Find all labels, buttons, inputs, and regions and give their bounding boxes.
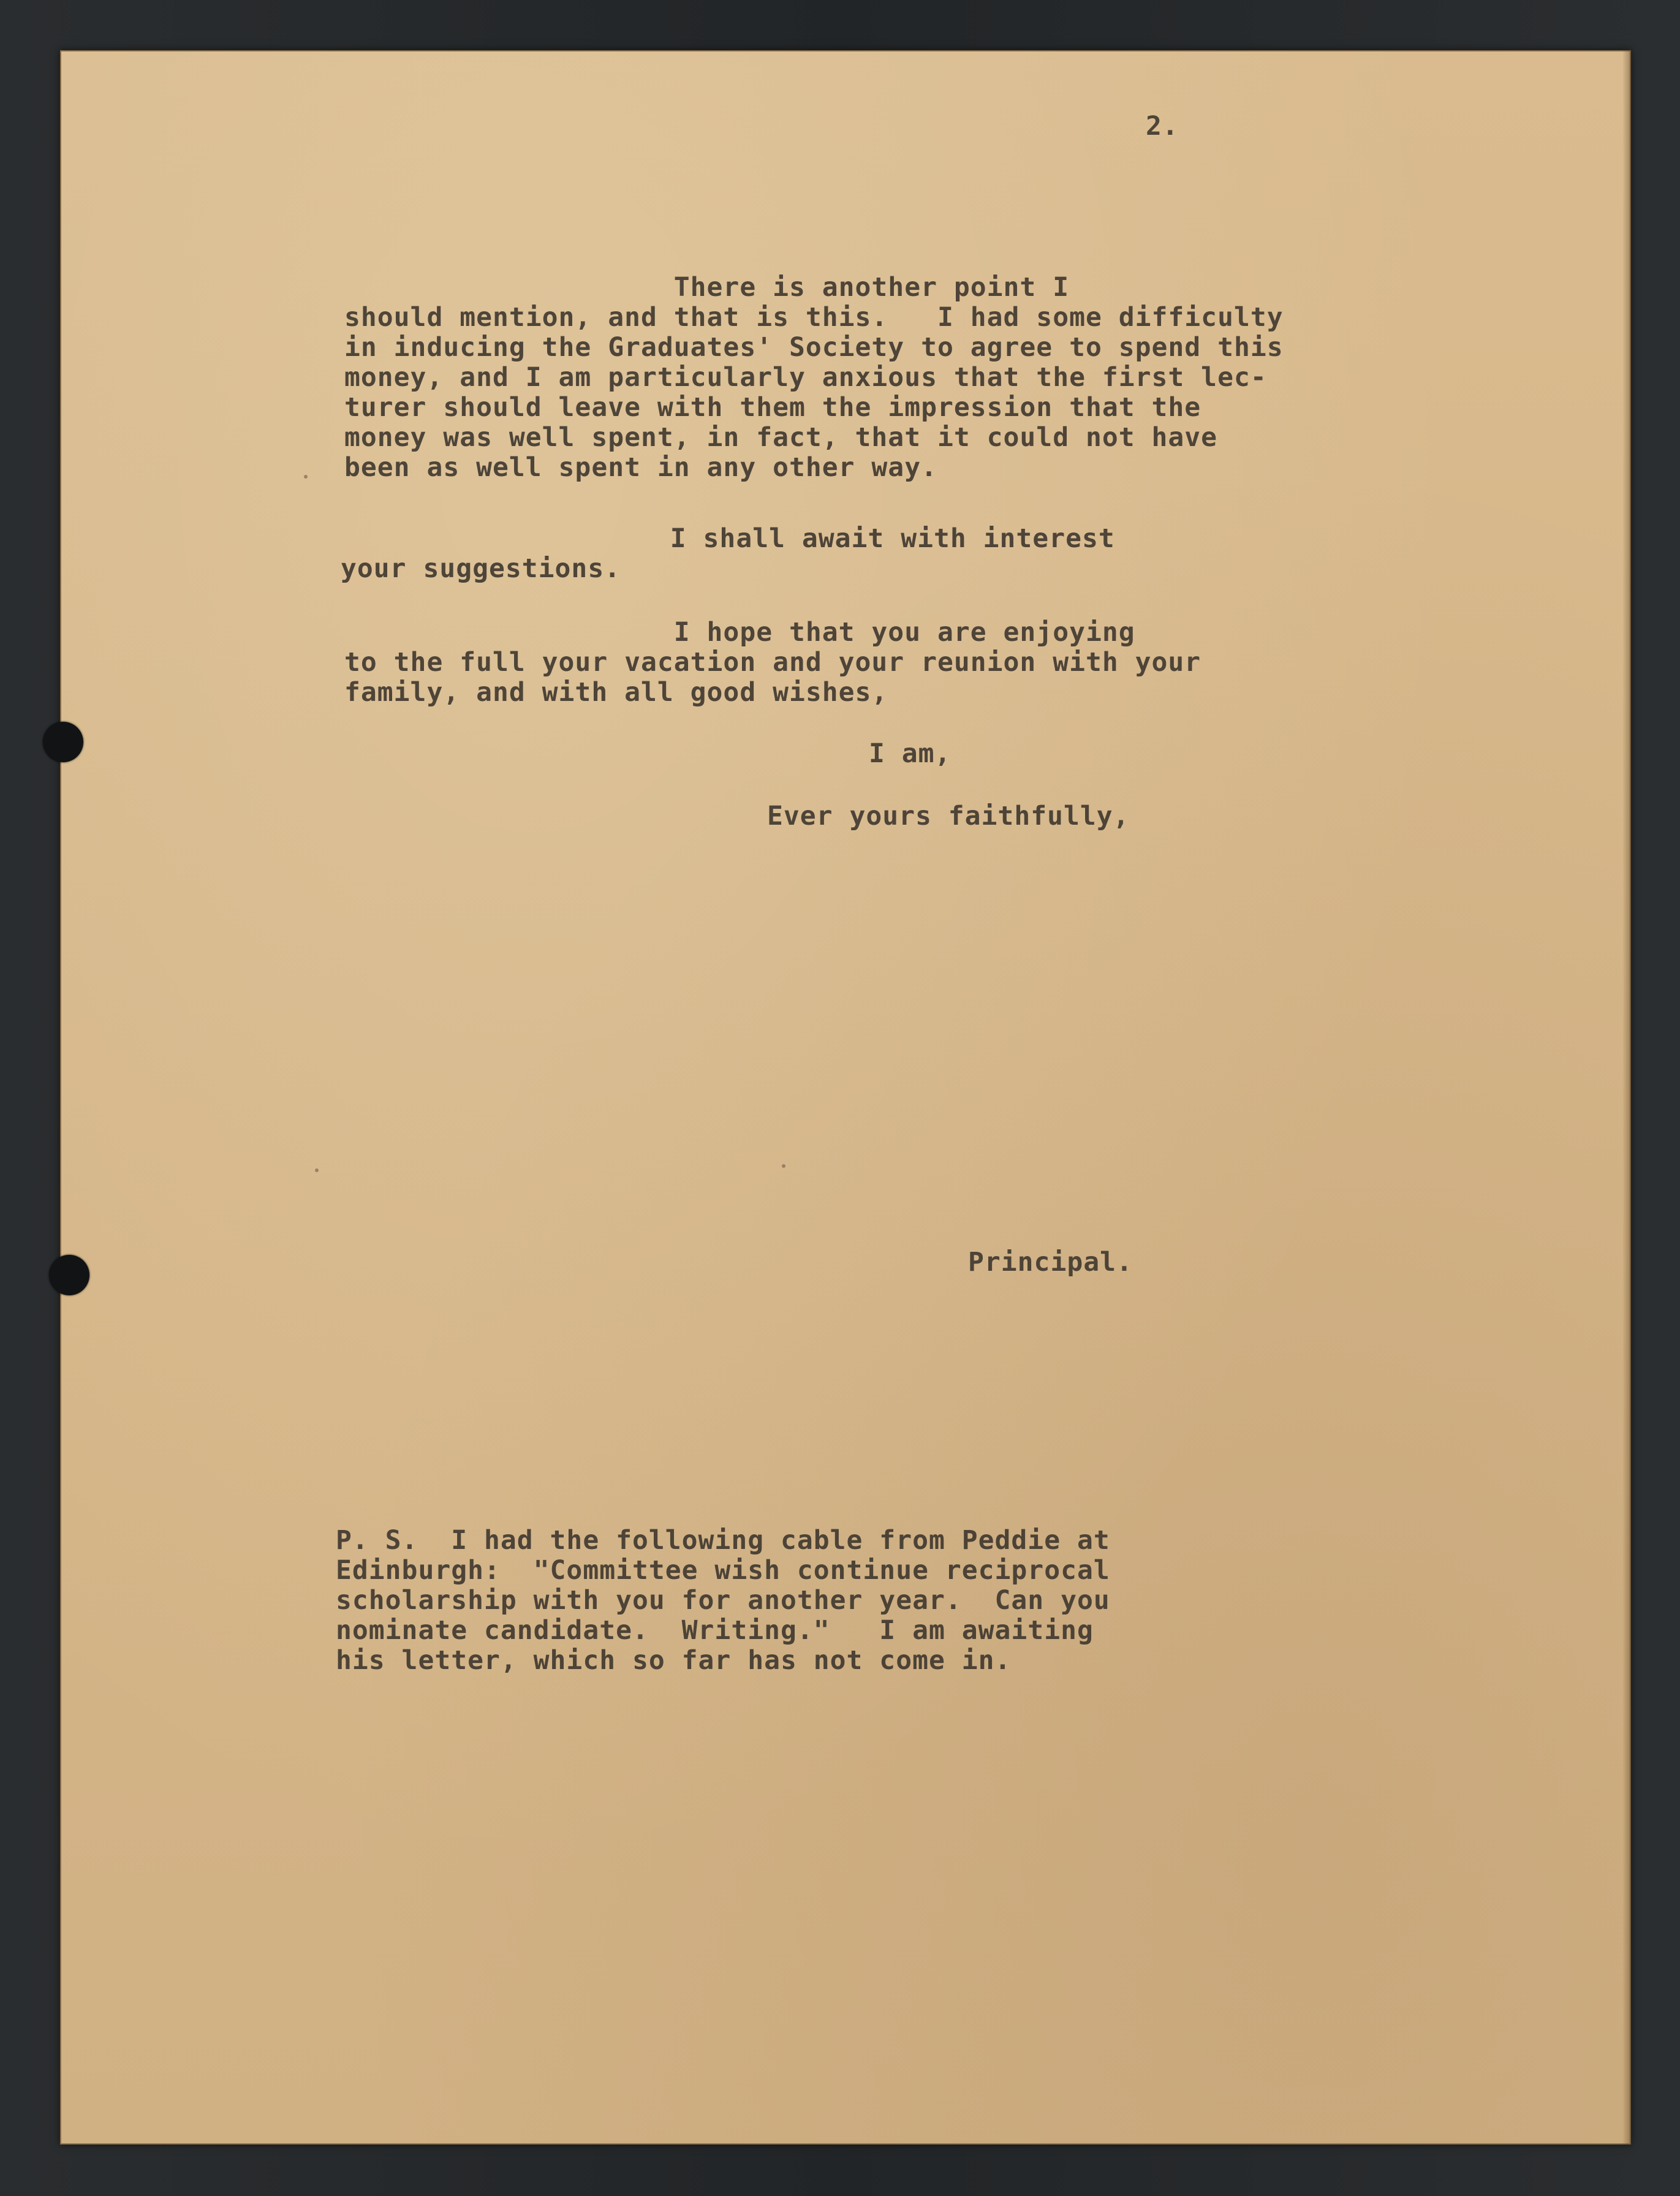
closing-i-am: I am,: [869, 738, 952, 769]
paper-edge-shadow: [1622, 50, 1631, 2145]
closing-valediction: Ever yours faithfully,: [767, 801, 1130, 831]
stray-mark: [304, 475, 308, 479]
body-paragraph-good-wishes: I hope that you are enjoying to the full your vacation and your reunion with your family, and with all good wishes,: [344, 617, 1201, 708]
stray-mark: [315, 1168, 319, 1172]
punch-hole-top: [43, 722, 83, 762]
body-paragraph-another-point: There is another point I should mention, and that is this. I had some difficulty in inducing the Graduates' Society to agree to spend this money, and I am particularly anxious that the first lec- turer should leave with them the impression that the money was well spent, in fact, that it could not have been as well spent in any other way.: [344, 272, 1284, 483]
stray-mark: [782, 1164, 785, 1168]
signature-title: Principal.: [968, 1247, 1133, 1278]
punch-hole-bottom: [49, 1255, 89, 1295]
postscript: P. S. I had the following cable from Peddie at Edinburgh: "Committee wish continue reciprocal scholarship with you for another year. Can you nominate candidate. Writing." I am awaiting his letter, which so far has not come in.: [336, 1525, 1110, 1676]
page-number: 2.: [1146, 111, 1179, 142]
body-paragraph-await-suggestions: I shall await with interest your suggestions.: [341, 523, 1115, 584]
